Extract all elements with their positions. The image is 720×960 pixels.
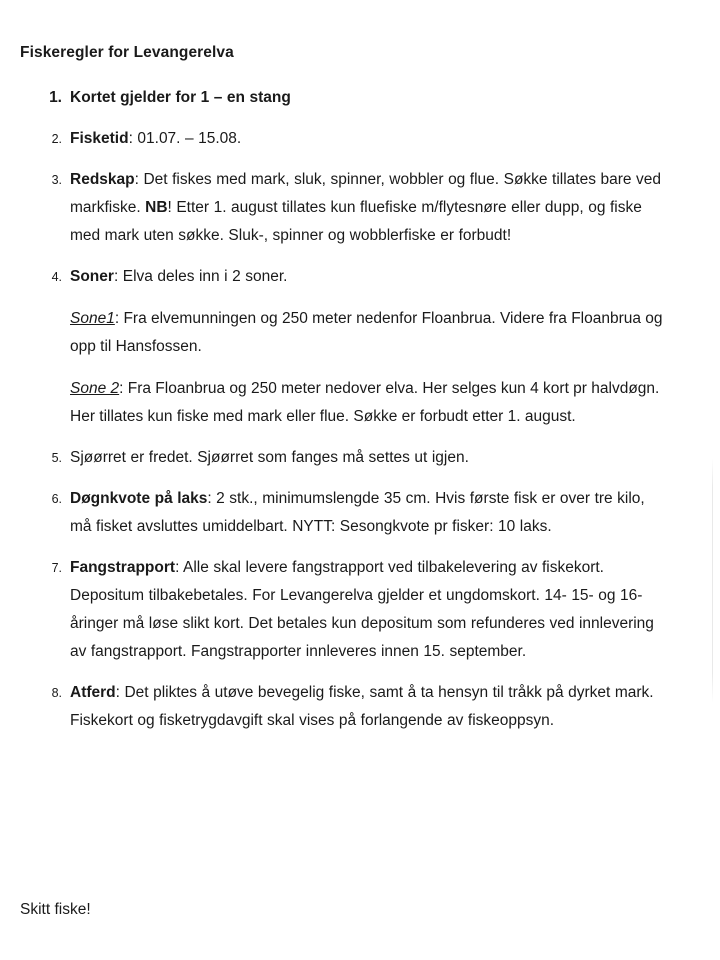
rule-body-6: : 2 stk., minimumslengde 35 cm. Hvis første fisk er over tre kilo, må fisket avsluttes umiddelbart. NYTT: Sesongkvote pr fisker: 10 laks.: [70, 490, 645, 535]
sone2-text: : Fra Floanbrua og 250 meter nedover elva. Her selges kun 4 kort pr halvdøgn. Her tillates kun fiske med mark eller flue. Søkke er forbudt etter 1. august.: [70, 380, 660, 425]
rule-item-5: [0, 444, 720, 472]
rule-number-3: 3.: [51, 173, 62, 187]
rule-body-3a: : Det fiskes med mark, sluk, spinner, wobbler og flue. Søkke tillates bare ved markfiske.: [70, 171, 662, 216]
rule-text-7: [70, 554, 665, 666]
rule-item-8: [0, 679, 720, 735]
rule-number-7: 7.: [51, 561, 62, 575]
rule-emphasis-nb: NB: [145, 199, 168, 216]
rule-number-1: 1.: [49, 89, 62, 106]
rule-heading-3: Redskap: [70, 171, 135, 188]
rule-number-2: 2.: [51, 132, 62, 146]
rule-item-4: [0, 263, 720, 431]
rule-item-7: [0, 554, 720, 666]
rule-heading-4: Soner: [70, 268, 114, 285]
closing-line: Skitt fiske!: [20, 901, 91, 918]
rule-item-2: [0, 125, 720, 153]
rule-item-1: [0, 84, 720, 112]
rule-text-3: [70, 166, 665, 250]
sub-paragraph-sone2: [70, 375, 665, 431]
rule-text-5: Sjøørret er fredet. Sjøørret som fanges må settes ut igjen.: [70, 449, 469, 466]
rule-heading-2: Fisketid: [70, 130, 129, 147]
rule-body-7: : Alle skal levere fangstrapport ved tilbakelevering av fiskekort. Depositum tilbakebetales. For Levangerelva gjelder et ungdomskort. 14- 15- og 16-åringer må løse slikt kort. Det betales kun depositum som refunderes ved innlevering av fangstrapport. Fangstrapporter innleveres innen 15. september.: [70, 559, 654, 660]
page-title: Fiskeregler for Levangerelva: [20, 44, 234, 61]
rule-number-5: 5.: [51, 451, 62, 465]
rule-body-3b: ! Etter 1. august tillates kun fluefiske m/flytesnøre eller dupp, og fiske med mark uten søkke. Sluk-, spinner og wobblerfiske er forbudt!: [70, 199, 642, 244]
sub-paragraph-sone1: [70, 305, 665, 361]
rules-list: [0, 84, 720, 748]
rule-heading-8: Atferd: [70, 684, 116, 701]
rule-body-2: : 01.07. – 15.08.: [128, 130, 242, 147]
rule-text-6: [70, 485, 665, 541]
rule-text-4: [70, 263, 665, 291]
rule-text-8: [70, 679, 665, 735]
rule-body-8: : Det pliktes å utøve bevegelig fiske, samt å ta hensyn til tråkk på dyrket mark. Fiskekort og fisketrygdavgift skal vises på forlangende av fiskeoppsyn.: [70, 684, 654, 729]
rule-body-4: : Elva deles inn i 2 soner.: [113, 268, 288, 285]
rule-heading-6: Døgnkvote på laks: [70, 490, 208, 507]
sone2-label: Sone 2: [70, 380, 120, 397]
rule-number-8: 8.: [51, 686, 62, 700]
rule-text-1: Kortet gjelder for 1 – en stang: [70, 89, 291, 106]
rule-item-6: [0, 485, 720, 541]
rule-text-2: [70, 125, 665, 153]
rule-item-3: [0, 166, 720, 250]
rule-number-4: 4.: [51, 270, 62, 284]
sone1-label: Sone1: [70, 310, 115, 327]
rule-number-6: 6.: [51, 492, 62, 506]
sone1-text: : Fra elvemunningen og 250 meter nedenfor Floanbrua. Videre fra Floanbrua og opp til Hansfossen.: [70, 310, 663, 355]
rule-heading-7: Fangstrapport: [70, 559, 176, 576]
